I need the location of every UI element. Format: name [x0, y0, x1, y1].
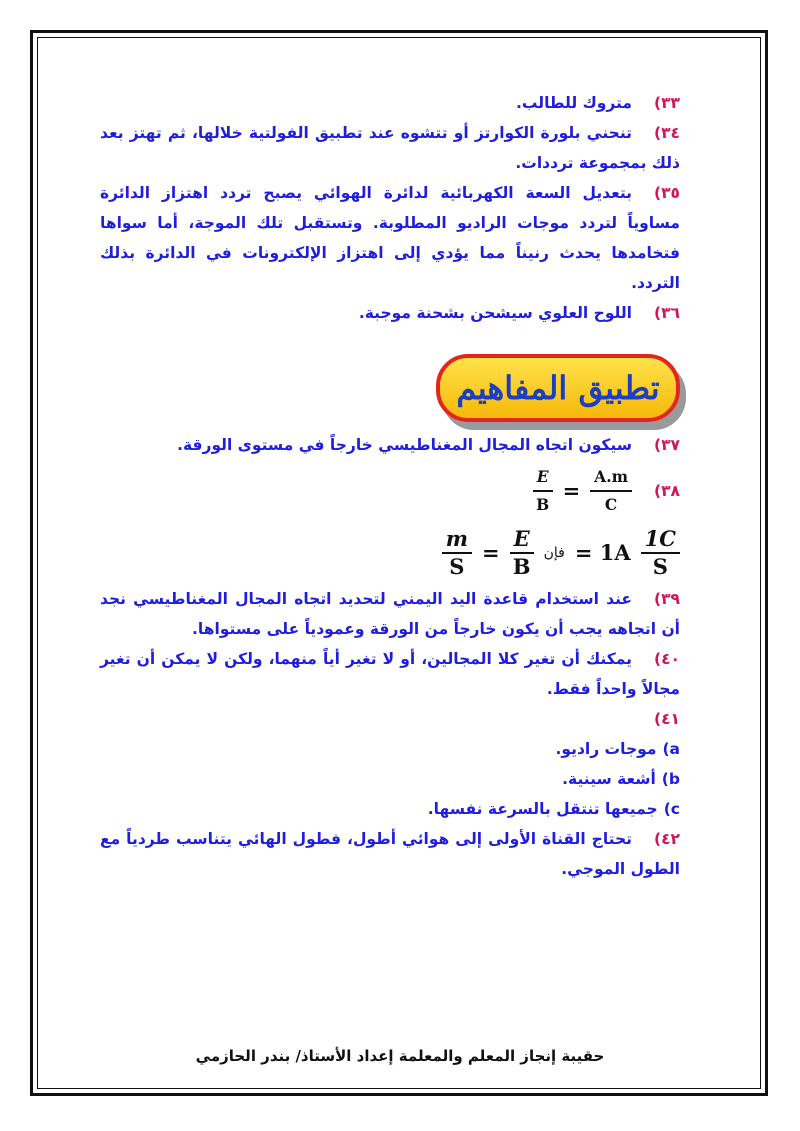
answer-text: متروك للطالب. — [516, 94, 632, 112]
sub-text: جميعها تنتقل بالسرعة نفسها. — [427, 800, 658, 818]
sub-text: أشعة سينية. — [562, 770, 656, 788]
answer-number: ٤٠) — [653, 650, 680, 668]
denominator: C — [604, 495, 618, 514]
fraction — [533, 464, 553, 518]
equation-rest: = 1A — [574, 540, 631, 565]
sub-text: موجات راديو. — [555, 740, 657, 758]
fraction — [510, 526, 534, 580]
answer-37 — [100, 430, 680, 460]
answer-40 — [100, 644, 680, 704]
numerator: E — [510, 526, 534, 554]
section-banner — [100, 328, 680, 430]
numerator: E — [533, 464, 553, 492]
answer-number: ٤٢) — [653, 830, 680, 848]
answer-41 — [100, 704, 680, 734]
answer-38-line1 — [100, 460, 680, 522]
answers-content — [100, 88, 680, 884]
denominator: S — [449, 554, 465, 579]
answer-number: ٣٦) — [653, 304, 680, 322]
answer-33 — [100, 88, 680, 118]
answer-text: تنحني بلورة الكوارتز أو تتشوه عند تطبيق الفولتية خلالها، ثم تهتز بعد ذلك بمجموعة ترددات. — [100, 124, 680, 172]
answer-42 — [100, 824, 680, 884]
fraction — [590, 464, 632, 518]
equation-units-1 — [533, 464, 632, 518]
numerator: m — [442, 526, 472, 554]
denominator: S — [652, 554, 668, 579]
answer-number: ٣٤) — [653, 124, 680, 142]
numerator: A.m — [590, 464, 632, 492]
answer-text: عند استخدام قاعدة اليد اليمني لتحديد اتجاه المجال المغناطيسي نجد أن اتجاهه يجب أن يكون خارجاً من الورقة وعمودياً على مستواها. — [100, 590, 680, 638]
answer-35 — [100, 178, 680, 298]
answer-text: يمكنك أن تغير كلا المجالين، أو لا تغير أياً منهما، ولكن لا يمكن أن تغير مجالاً واحداً فقط. — [100, 650, 680, 698]
sub-letter: c) — [663, 800, 680, 818]
answer-34 — [100, 118, 680, 178]
answer-number: ٣٨) — [653, 482, 680, 500]
page-footer: حقيبة إنجاز المعلم والمعلمة إعداد الأستاذ/ بندر الحازمي — [195, 1047, 605, 1065]
answer-text: سيكون اتجاه المجال المغناطيسي خارجاً في مستوى الورقة. — [177, 436, 632, 454]
sub-letter: a) — [662, 740, 680, 758]
answer-41-a — [100, 734, 680, 764]
answer-text: بتعديل السعة الكهربائية لدائرة الهوائي يصبح تردد اهتزاز الدائرة مساوياً لتردد موجات الراديو المطلوبة. وتستقبل تلك الموجة، أما سواها فتخامدها يحدث رنيناً مما يؤدي إلى اهتزاز الإلكترونات في الدائرة بذلك التردد. — [100, 184, 680, 292]
answer-38-line2 — [100, 522, 680, 584]
answer-39 — [100, 584, 680, 644]
sub-letter: b) — [661, 770, 680, 788]
answer-text: اللوح العلوي سيشحن بشحنة موجبة. — [358, 304, 632, 322]
answer-number: ٤١) — [653, 710, 680, 728]
answer-text: تحتاج القناة الأولى إلى هوائي أطول، فطول الهائي يتناسب طردياً مع الطول الموجي. — [100, 830, 680, 878]
answer-number: ٣٩) — [653, 590, 680, 608]
fraction — [641, 526, 680, 580]
numerator: 1C — [641, 526, 680, 554]
equals-sign: = — [562, 478, 581, 503]
answer-41-c — [100, 794, 680, 824]
answer-36 — [100, 298, 680, 328]
answer-number: ٣٧) — [653, 436, 680, 454]
denominator: B — [536, 495, 550, 514]
denominator: B — [512, 554, 531, 579]
fraction — [442, 526, 472, 580]
section-title: تطبيق المفاهيم — [436, 354, 680, 422]
conjunction-word: فإن — [543, 545, 565, 561]
equals-sign: = — [481, 540, 500, 565]
answer-number: ٣٥) — [653, 184, 680, 202]
equation-units-2 — [442, 526, 680, 580]
answer-number: ٣٣) — [653, 94, 680, 112]
answer-41-b — [100, 764, 680, 794]
